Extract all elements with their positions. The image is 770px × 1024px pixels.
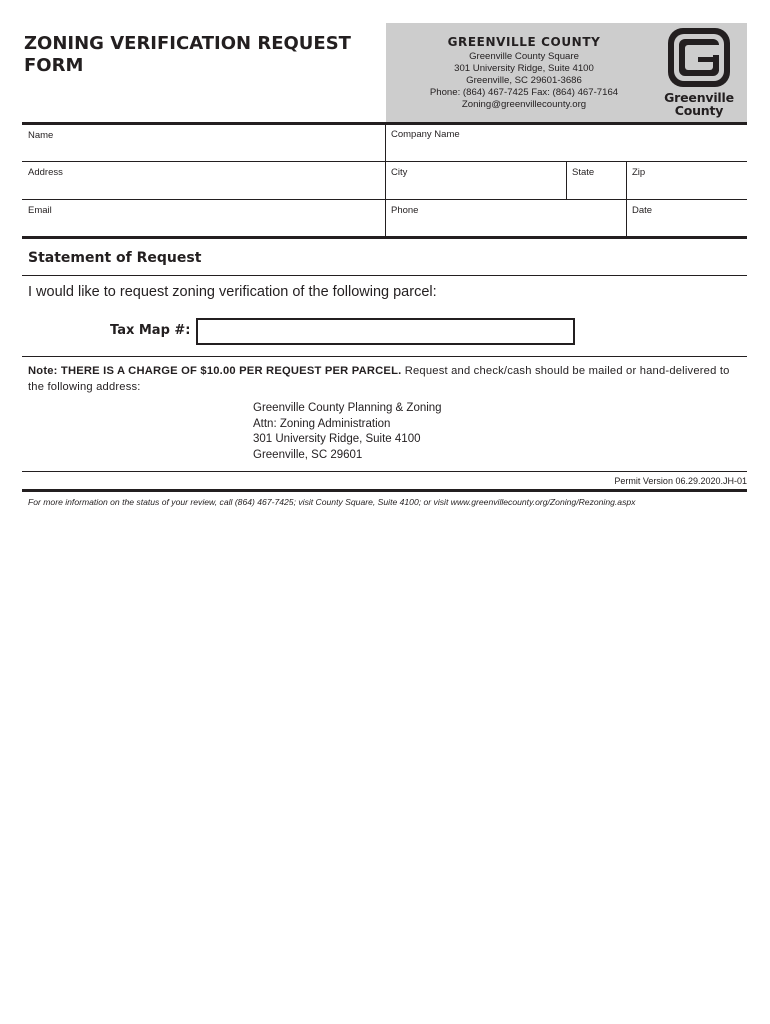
date-field[interactable]: Date [632,205,653,216]
column-divider-state [566,161,567,199]
note-divider [22,356,747,357]
footer-divider [22,489,747,492]
zip-field[interactable]: Zip [632,167,646,178]
county-info-box [386,23,747,123]
fee-note [28,363,746,395]
statement-divider [22,275,747,276]
column-divider-zip-date [626,161,627,238]
county-phone-fax: Phone: (864) 467-7425 Fax: (864) 467-7164 [429,87,619,98]
name-field[interactable]: Name [28,130,54,141]
tax-map-input[interactable] [196,318,575,345]
note-text: Request and check/cash should be mailed or hand-delivered to the following address: [28,365,730,393]
tax-map-label: Tax Map #: [110,323,191,338]
form-header [22,23,747,123]
county-address-line-1: Greenville County Square [469,51,579,62]
logo-text-line-1: Greenville [664,90,734,105]
state-field[interactable]: State [572,167,595,178]
county-g-logo-icon [654,27,744,89]
note-prefix: Note: [28,365,58,377]
greenville-county-logo [654,27,744,119]
mailing-address-line-4: Greenville, SC 29601 [253,448,363,461]
email-field[interactable]: Email [28,205,52,216]
company-name-field[interactable]: Company Name [391,129,460,140]
column-divider-main [385,122,386,238]
county-name: GREENVILLE COUNTY [447,35,601,49]
address-field[interactable]: Address [28,167,63,178]
footer-info: For more information on the status of your review, call (864) 467-7425; visit County Square, Suite 4100; or visit www.greenvillecounty.org/Zoning/Rezoning.aspx [28,497,636,507]
county-address-line-3: Greenville, SC 29601-3686 [466,75,582,86]
permit-version: Permit Version 06.29.2020.JH-01 [614,476,747,486]
logo-text-line-2: County [674,103,724,118]
county-address-line-2: 301 University Ridge, Suite 4100 [454,63,594,74]
city-field[interactable]: City [391,167,408,178]
form-title: ZONING VERIFICATION REQUEST FORM [24,33,351,76]
permit-divider [22,471,747,472]
mailing-address-line-2: Attn: Zoning Administration [253,417,391,430]
note-charge: THERE IS A CHARGE OF $10.00 PER REQUEST PER PARCEL. [60,365,402,377]
county-email: Zoning@greenvillecounty.org [461,99,587,110]
mailing-address [253,401,442,463]
phone-field[interactable]: Phone [391,205,419,216]
statement-title: Statement of Request [28,250,202,266]
mailing-address-line-1: Greenville County Planning & Zoning [253,402,442,414]
mailing-address-line-3: 301 University Ridge, Suite 4100 [253,433,421,446]
request-text: I would like to request zoning verification of the following parcel: [28,284,437,300]
